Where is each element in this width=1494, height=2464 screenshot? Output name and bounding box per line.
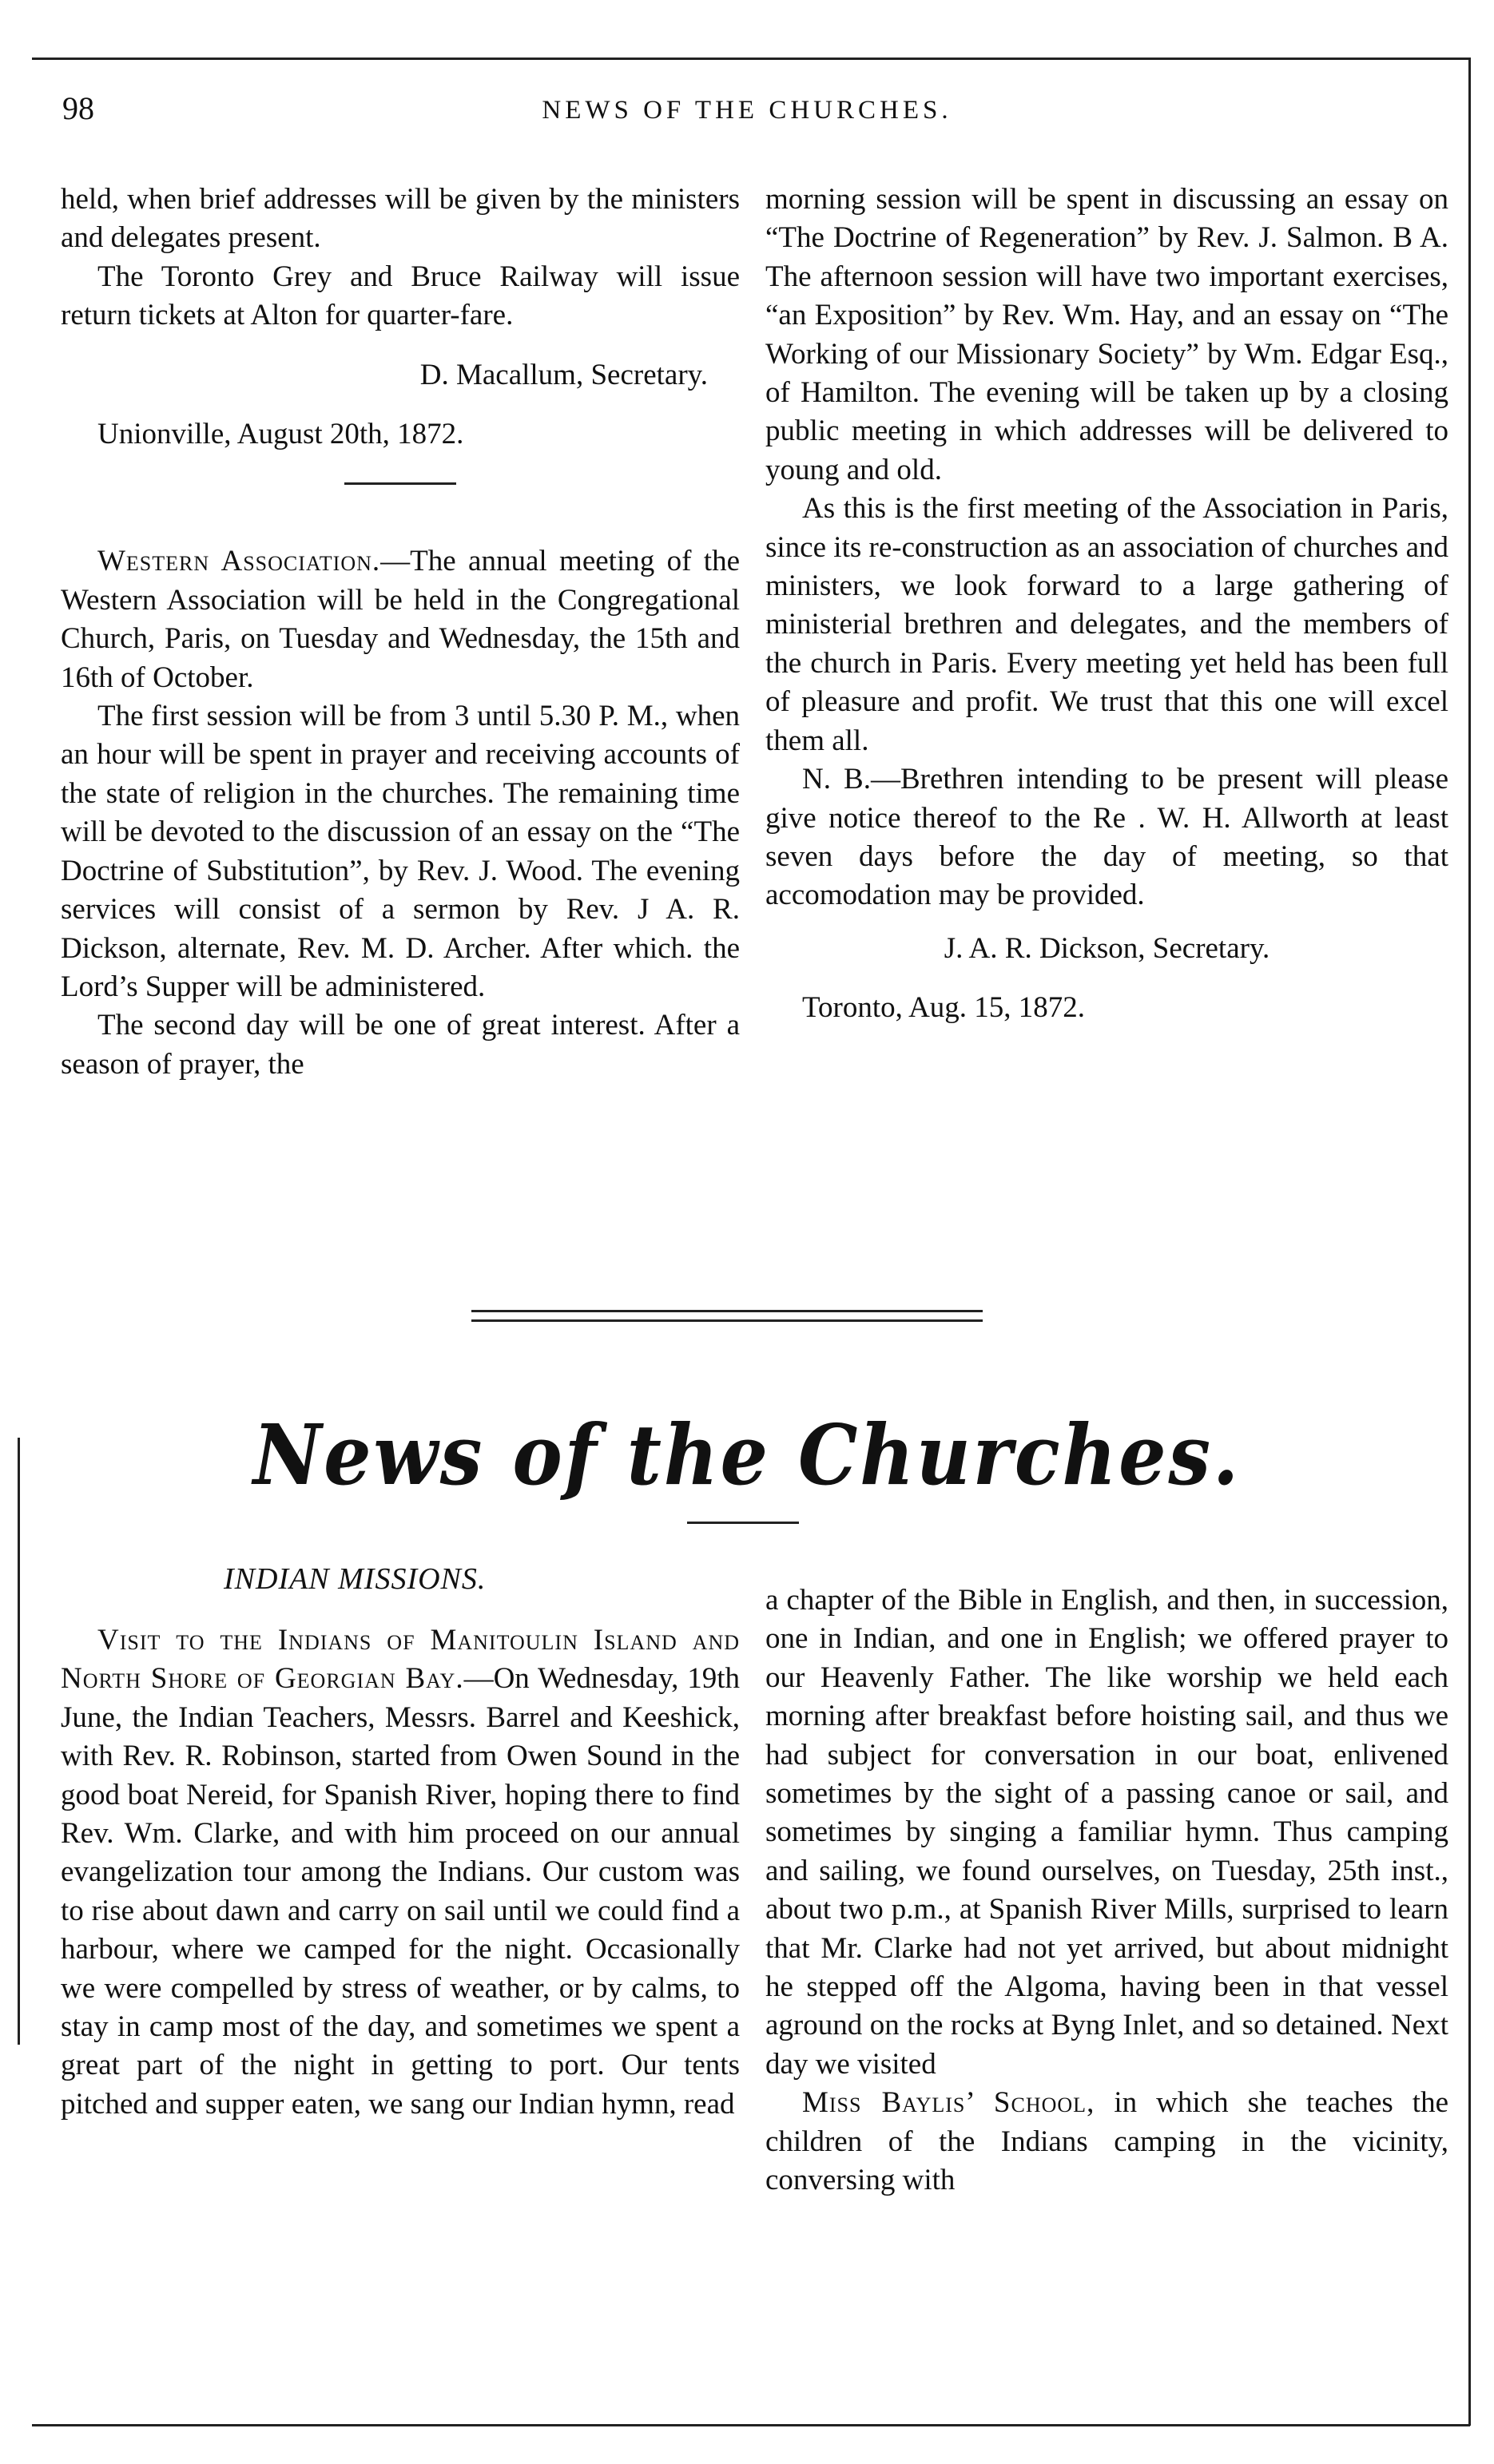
top-left-column bbox=[61, 181, 740, 1084]
running-title: NEWS OF THE CHURCHES. bbox=[542, 96, 952, 125]
dateline: Toronto, Aug. 15, 1872. bbox=[802, 991, 1086, 1025]
signature: D. Macallum, Secretary. bbox=[419, 358, 708, 391]
section-double-rule bbox=[471, 1310, 983, 1312]
page-number: 98 bbox=[62, 90, 94, 126]
paragraph-lead: Miss Baylis’ School, bbox=[802, 2086, 1095, 2120]
paragraph-lead: Visit to the Indians of Manitoulin Island and North Shore of Georgian Bay. bbox=[61, 1624, 740, 1696]
section-double-rule bbox=[471, 1319, 983, 1322]
paragraph: Miss Baylis’ School, in which she teaches the children of the Indians camping in the vicinity, conversing with bbox=[765, 2086, 1449, 2197]
paragraph: The first session will be from 3 until 5.30 P. M., when an hour will be spent in prayer and receiving accounts of the state of religion in the churches. The remaining time will be devoted to the discussion of an essay on the “The Doctrine of Substitution”, by Rev. J. Wood. The evening services will consist of a sermon by Rev. J A. R. Dickson, alternate, Rev. M. D. Archer. After which. the Lord’s Supper will be administered. bbox=[61, 700, 740, 1003]
bottom-right-column bbox=[765, 1581, 1448, 2200]
paragraph: a chapter of the Bible in English, and then, in succession, one in Indian, and one in English; we offered prayer to our Heavenly Father. The like worship we held each morning after breakfast before hoisting sail, and thus we had subject for conversation in our boat, enlivened sometimes by the sight of a passing canoe or sail, and sometimes by singing a familiar hymn. Thus camping and sailing, we found ourselves, on Tuesday, 25th inst., about two p.m., at Spanish River Mills, surprised to learn that Mr. Clarke had not yet arrived, but about midnight he stepped off the Algoma, having been in that vessel aground on the rocks at Byng Inlet, and so detained. Next day we visited bbox=[765, 1584, 1448, 2081]
top-right-column bbox=[765, 181, 1448, 1028]
paragraph: held, when brief addresses will be given by the ministers and delegates present. bbox=[61, 183, 740, 255]
paragraph-lead: Western Association. bbox=[97, 545, 381, 578]
signature: J. A. R. Dickson, Secretary. bbox=[944, 931, 1270, 965]
dateline: Unionville, August 20th, 1872. bbox=[97, 418, 464, 451]
paragraph: As this is the first meeting of the Association in Paris, since its re-construction as an association of churches and ministers, we look forward to a large gathering of ministerial brethren and delegates, and the members of the church in Paris. Every meeting yet held has been full of pleasure and profit. We trust that this one will excel them all. bbox=[765, 492, 1448, 757]
bottom-left-column bbox=[61, 1621, 740, 2124]
paragraph: N. B.—Brethren intending to be present will please give notice thereof to the Re . W. H. Allworth at least seven days before the day of meeting, so that accomodation may be provided. bbox=[765, 763, 1448, 912]
left-border-rule bbox=[18, 1438, 20, 2045]
right-border-rule bbox=[1468, 58, 1471, 2426]
section-heading: INDIAN MISSIONS. bbox=[224, 1562, 487, 1596]
paragraph: The second day will be one of great interest. After a season of prayer, the bbox=[61, 1009, 740, 1081]
title-underline bbox=[687, 1522, 799, 1524]
paragraph: morning session will be spent in discussing an essay on “The Doctrine of Regeneration” by Rev. J. Salmon. B A. The afternoon session will have two important exercises, “an Exposition” by Rev. Wm. Hay, and an essay on “The Working of our Missionary Society” by Wm. Edgar Esq., of Hamilton. The evening will be taken up by a closing public meeting in which addresses will be delivered to young and old. bbox=[765, 183, 1448, 486]
paragraph: Visit to the Indians of Manitoulin Island and North Shore of Georgian Bay.—On Wednesday, 19th June, the Indian Teachers, Messrs. Barrel and Keeshick, with Rev. R. Robinson, started from Owen Sound in the good boat Nereid, for Spanish River, hoping there to find Rev. Wm. Clarke, and with him proceed on our annual evangelization tour among the Indians. Our custom was to rise about dawn and carry on sail until we could find a harbour, where we camped for the night. Occasionally we were compelled by stress of weather, or by calms, to stay in camp most of the day, and sometimes we spent a great part of the night in getting to port. Our tents pitched and supper eaten, we sang our Indian hymn, read bbox=[61, 1624, 741, 2121]
bottom-border-rule bbox=[32, 2424, 1470, 2426]
section-title: News of the Churches. bbox=[252, 1406, 1242, 1504]
paragraph: Western Association.—The annual meeting of the Western Association will be held in the Congregational Church, Paris, on Tuesday and Wednesday, the 15th and 16th of October. bbox=[61, 545, 740, 694]
top-border-rule bbox=[32, 58, 1470, 60]
divider bbox=[344, 482, 456, 485]
paragraph: The Toronto Grey and Bruce Railway will issue return tickets at Alton for quarter-fare. bbox=[61, 260, 740, 332]
